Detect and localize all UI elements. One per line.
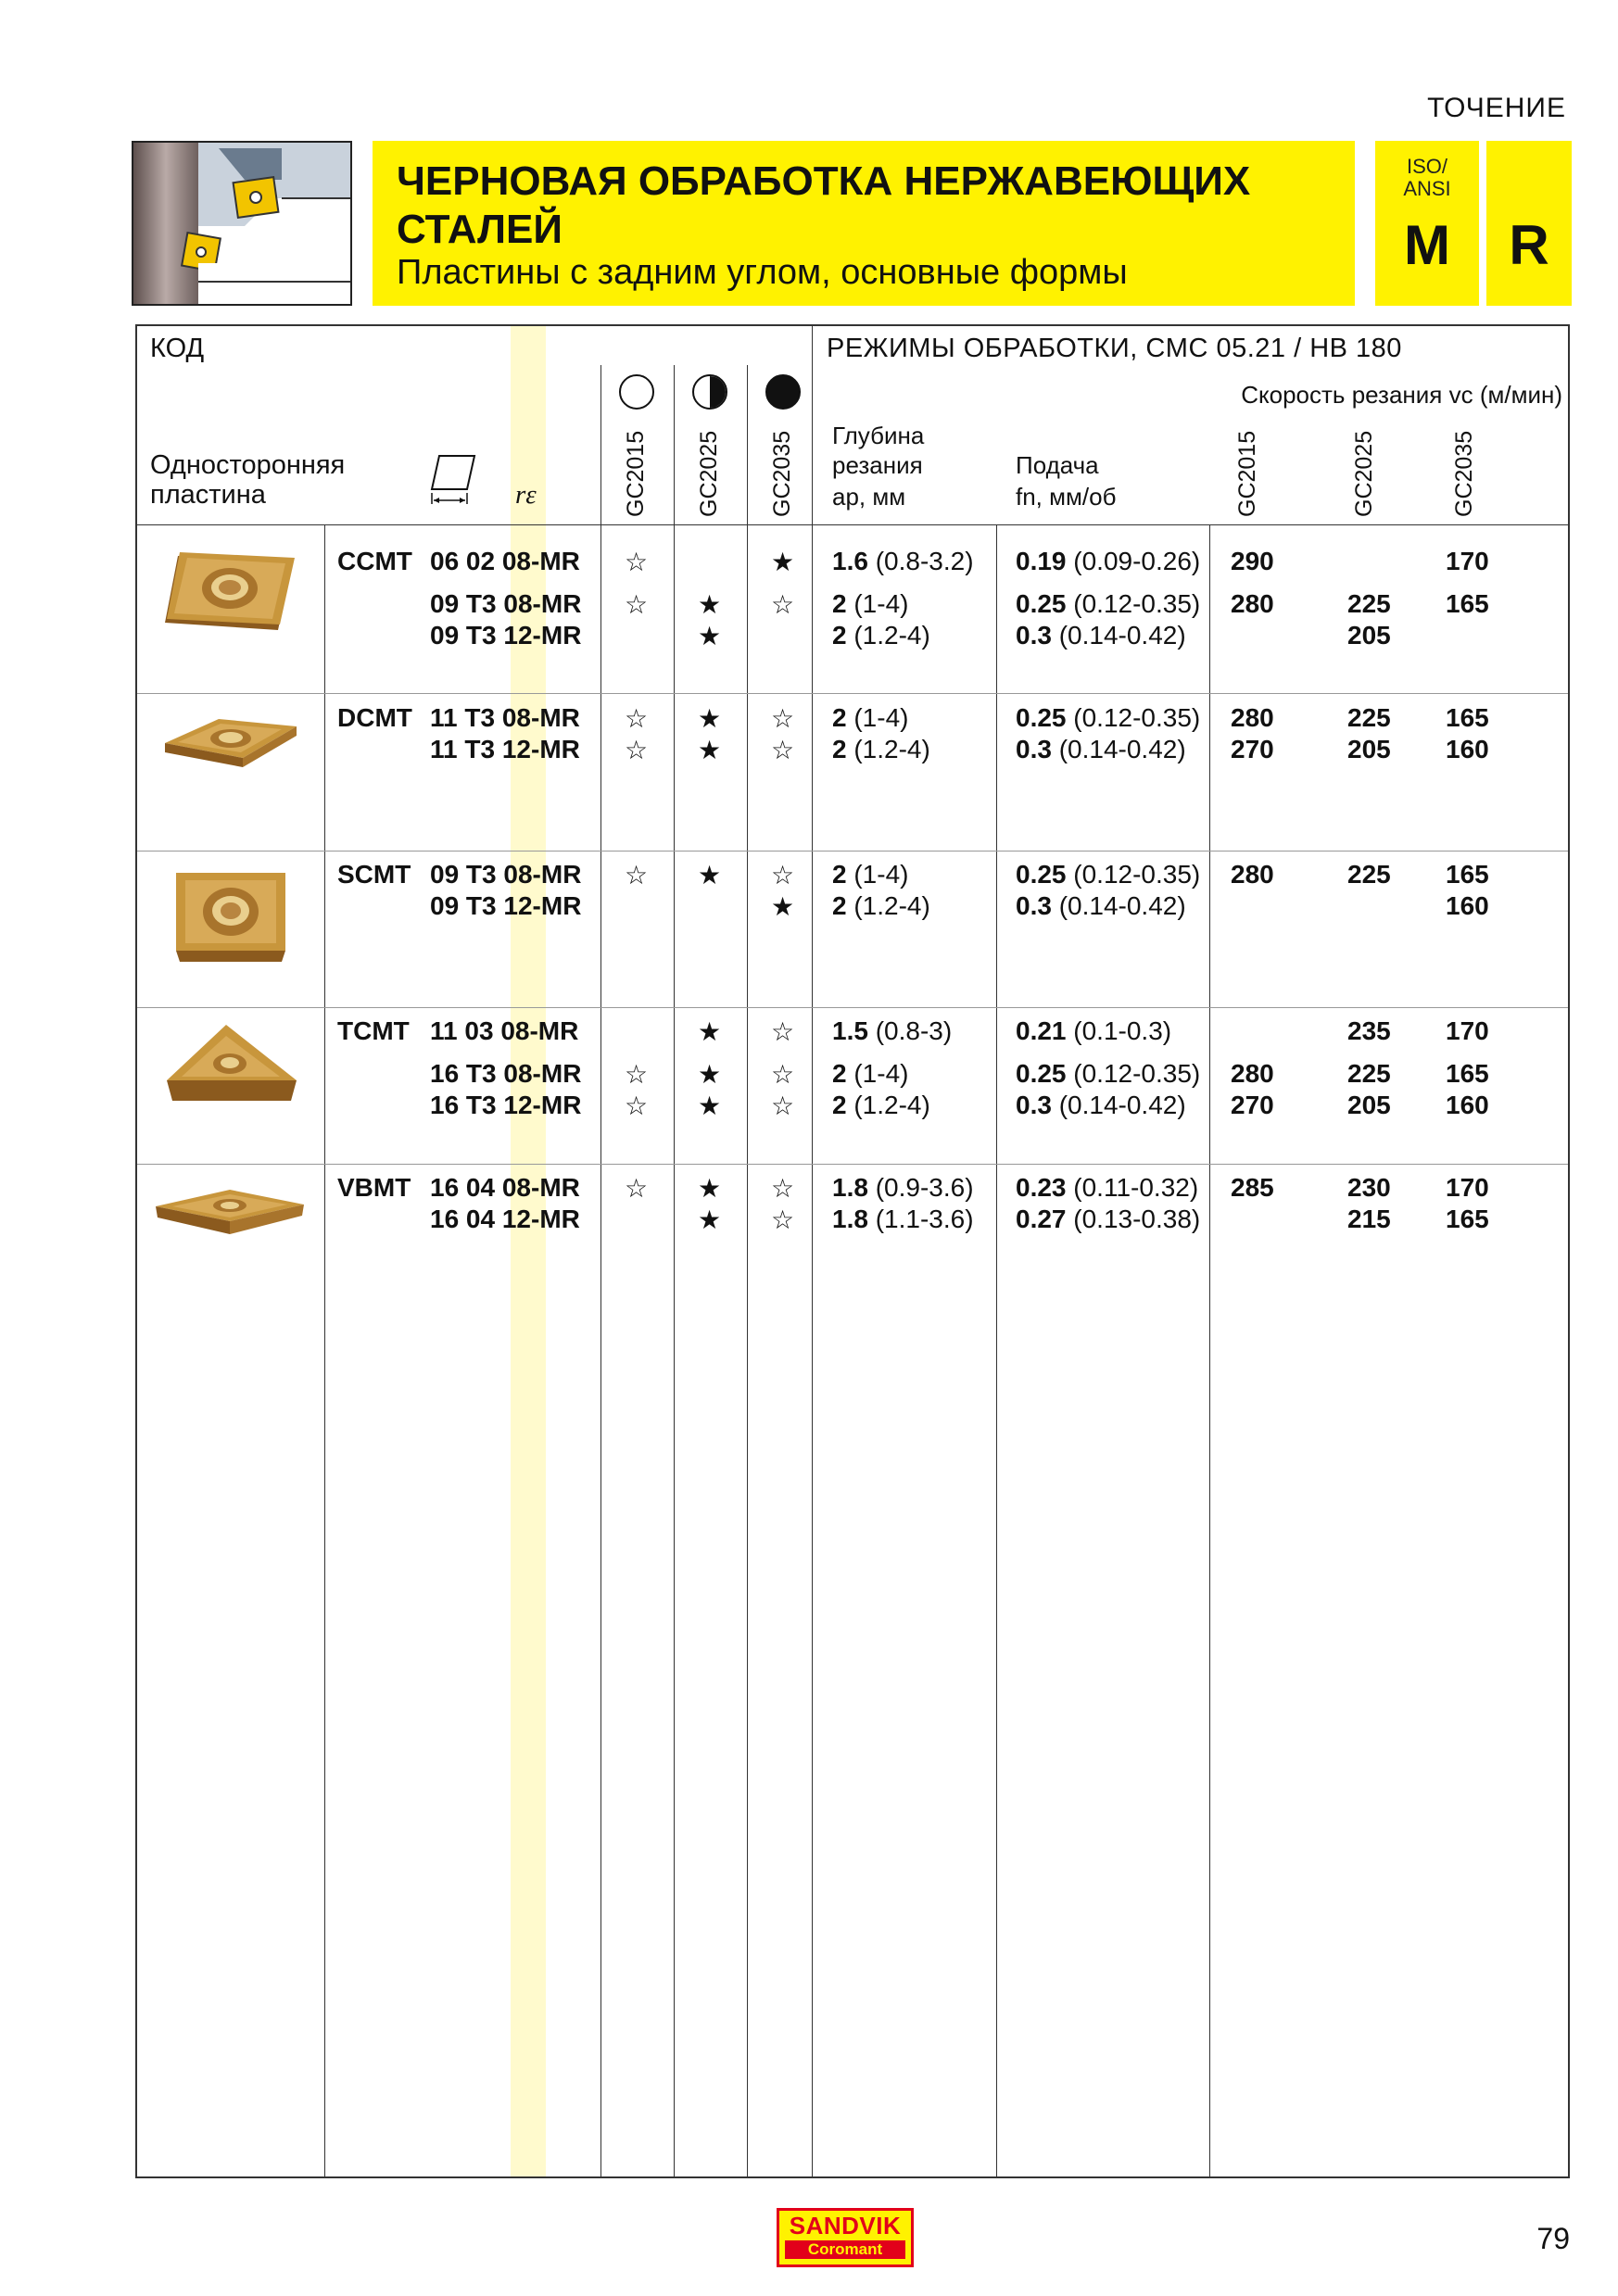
feed-range: (0.12-0.35) (1073, 860, 1201, 889)
insert-family: VBMT (337, 1173, 411, 1202)
grade-2025-mark: ★ (698, 1205, 722, 1234)
operation-letter: R (1509, 214, 1549, 276)
depth-of-cut (832, 1205, 974, 1234)
grade-2015-mark: ☆ (625, 590, 649, 619)
feed-range: (0.13-0.38) (1073, 1205, 1201, 1233)
depth-of-cut (832, 547, 974, 576)
feed-rate (1016, 621, 1186, 650)
speed-label: Скорость резания vc (м/мин) (1241, 381, 1562, 409)
insert-code (337, 860, 581, 889)
depth-value: 1.8 (832, 1173, 868, 1202)
insert-type-label-1: Односторонняя (150, 450, 346, 480)
speed-gc2025: 225 (1347, 589, 1391, 618)
feed-label-2: fn, мм/об (1016, 483, 1117, 511)
grade-2015-mark: ☆ (625, 1091, 649, 1120)
insert-geometry: -MR (532, 589, 582, 618)
grade-2035-mark: ☆ (771, 704, 795, 733)
feed-range: (0.09-0.26) (1073, 547, 1201, 575)
grade-2015-mark: ☆ (625, 1060, 649, 1089)
grade-2025-mark: ★ (698, 736, 722, 764)
feed-value: 0.25 (1016, 1059, 1067, 1088)
grade-2035-mark: ☆ (771, 1091, 795, 1120)
depth-value: 2 (832, 589, 847, 618)
grade-2035-mark: ☆ (771, 1060, 795, 1089)
depth-of-cut (832, 1016, 952, 1046)
insert-size: 09 T3 (430, 589, 497, 618)
insert-family: TCMT (337, 1016, 410, 1045)
insert-geometry: -MR (531, 547, 580, 575)
speed-grade-header-1: GC2015 (1234, 430, 1260, 517)
turning-tool-illustration (132, 141, 352, 306)
depth-range: (1.2-4) (853, 735, 930, 763)
insert-size: 11 T3 (430, 735, 496, 763)
code-header: КОД (150, 334, 205, 363)
feed-range: (0.12-0.35) (1073, 589, 1201, 618)
insert-size: 16 T3 (430, 1059, 497, 1088)
grade-2015-mark: ☆ (625, 861, 649, 889)
insert-radius: 08 (503, 1059, 533, 1088)
depth-value: 2 (832, 735, 847, 763)
grade-2015-mark: ☆ (625, 1174, 649, 1203)
depth-range: (0.8-3) (875, 1016, 953, 1045)
grade-header-2: GC2025 (696, 430, 722, 517)
insert-code (337, 1016, 578, 1046)
depth-of-cut (832, 735, 930, 764)
insert-code (337, 735, 580, 764)
filled-circle-icon (765, 374, 801, 410)
feed-rate (1016, 1091, 1186, 1120)
speed-grade-header-3: GC2035 (1451, 430, 1477, 517)
speed-gc2025: 215 (1347, 1205, 1391, 1233)
feed-rate (1016, 1173, 1198, 1203)
grade-header-3: GC2035 (769, 430, 795, 517)
insert-radius: 08 (501, 1173, 532, 1202)
depth-of-cut (832, 621, 930, 650)
depth-label-1: Глубина (832, 422, 925, 449)
iso-material-letter: M (1404, 214, 1450, 276)
feed-value: 0.19 (1016, 547, 1067, 575)
grade-2015-mark: ☆ (625, 548, 649, 576)
speed-gc2025: 205 (1347, 621, 1391, 650)
insert-size: 11 T3 (430, 703, 496, 732)
half-circle-icon (692, 374, 727, 410)
radius-symbol: rε (515, 480, 537, 510)
page-title-line2: СТАЛЕЙ (397, 207, 563, 252)
insert-code (337, 589, 581, 619)
feed-value: 0.25 (1016, 589, 1067, 618)
speed-gc2015: 290 (1231, 547, 1274, 575)
insert-size: 16 04 (430, 1205, 496, 1233)
iso-label-1: ISO/ (1406, 155, 1447, 178)
speed-gc2015: 280 (1231, 860, 1274, 889)
speed-gc2015: 280 (1231, 703, 1274, 732)
depth-range: (1-4) (853, 860, 909, 889)
depth-value: 1.8 (832, 1205, 868, 1233)
depth-of-cut (832, 860, 908, 889)
insert-geometry: -MR (532, 621, 582, 650)
feed-rate (1016, 891, 1186, 921)
insert-size: 09 T3 (430, 860, 497, 889)
insert-radius: 08 (503, 860, 533, 889)
feed-value: 0.3 (1016, 1091, 1052, 1119)
insert-radius: 12 (501, 1205, 532, 1233)
feed-rate (1016, 703, 1200, 733)
depth-value: 2 (832, 703, 847, 732)
depth-of-cut (832, 1059, 908, 1089)
depth-label-3: ap, мм (832, 483, 906, 511)
insert-code (337, 891, 581, 921)
grade-2025-mark: ★ (698, 1091, 722, 1120)
insert-geometry: -MR (532, 1091, 582, 1119)
insert-size: 06 02 (430, 547, 496, 575)
scmt-insert-icon (171, 864, 291, 970)
feed-value: 0.27 (1016, 1205, 1067, 1233)
depth-value: 2 (832, 1059, 847, 1088)
feed-rate (1016, 735, 1186, 764)
depth-of-cut (832, 891, 930, 921)
feed-range: (0.1-0.3) (1073, 1016, 1172, 1045)
speed-gc2015: 270 (1231, 1091, 1274, 1119)
depth-of-cut (832, 1091, 930, 1120)
speed-gc2035: 160 (1446, 1091, 1489, 1119)
depth-value: 2 (832, 1091, 847, 1119)
tcmt-insert-icon (161, 1019, 300, 1116)
depth-of-cut (832, 589, 908, 619)
speed-gc2035: 165 (1446, 703, 1489, 732)
insert-shape-icon (430, 452, 482, 512)
grade-2015-mark: ☆ (625, 736, 649, 764)
grade-2035-mark: ☆ (771, 1174, 795, 1203)
insert-geometry: -MR (532, 891, 582, 920)
depth-value: 2 (832, 621, 847, 650)
feed-range: (0.12-0.35) (1073, 1059, 1201, 1088)
insert-family: CCMT (337, 547, 412, 575)
page-number: 79 (1536, 2222, 1570, 2255)
insert-geometry: -MR (531, 1205, 580, 1233)
speed-gc2025: 205 (1347, 735, 1391, 763)
insert-code (337, 1091, 581, 1120)
insert-geometry: -MR (531, 703, 580, 732)
grade-2035-mark: ☆ (771, 861, 795, 889)
insert-geometry: -MR (531, 735, 580, 763)
insert-radius: 12 (503, 621, 533, 650)
depth-range: (1.2-4) (853, 1091, 930, 1119)
feed-rate (1016, 547, 1200, 576)
grade-2015-mark: ☆ (625, 704, 649, 733)
iso-label-2: ANSI (1403, 177, 1451, 200)
sandvik-coromant-logo (777, 2208, 914, 2267)
brand-sub: Coromant (785, 2240, 905, 2259)
depth-of-cut (832, 703, 908, 733)
feed-rate (1016, 589, 1200, 619)
speed-gc2035: 165 (1446, 1205, 1489, 1233)
speed-gc2015: 280 (1231, 1059, 1274, 1088)
brand-name: SANDVIK (789, 2212, 902, 2239)
grade-2035-mark: ☆ (771, 590, 795, 619)
insert-radius: 12 (503, 1091, 533, 1119)
speed-gc2025: 225 (1347, 860, 1391, 889)
grade-2025-mark: ★ (698, 861, 722, 889)
insert-radius: 08 (500, 1016, 530, 1045)
insert-family: DCMT (337, 703, 412, 732)
grade-2035-mark: ★ (771, 892, 795, 921)
title-banner (373, 141, 1355, 306)
grade-2035-mark: ☆ (771, 1017, 795, 1046)
depth-label-2: резания (832, 451, 923, 479)
insert-code (337, 1173, 580, 1203)
feed-rate (1016, 1059, 1200, 1089)
feed-rate (1016, 1016, 1171, 1046)
depth-range: (1.2-4) (853, 621, 930, 650)
feed-value: 0.23 (1016, 1173, 1067, 1202)
insert-code (337, 703, 580, 733)
insert-size: 16 04 (430, 1173, 496, 1202)
feed-range: (0.12-0.35) (1073, 703, 1201, 732)
insert-size: 16 T3 (430, 1091, 497, 1119)
insert-table (135, 324, 1570, 2178)
iso-material-box (1375, 141, 1479, 306)
depth-of-cut (832, 1173, 974, 1203)
grade-header-1: GC2015 (623, 430, 649, 517)
speed-gc2025: 230 (1347, 1173, 1391, 1202)
conditions-title: РЕЖИМЫ ОБРАБОТКИ, CMC 05.21 / HB 180 (827, 334, 1402, 363)
feed-value: 0.3 (1016, 621, 1052, 650)
insert-geometry: -MR (532, 1059, 582, 1088)
feed-range: (0.14-0.42) (1058, 1091, 1186, 1119)
insert-type-label-2: пластина (150, 480, 266, 510)
grade-2025-mark: ★ (698, 622, 722, 650)
grade-2025-mark: ★ (698, 590, 722, 619)
insert-size: 11 03 (430, 1016, 494, 1045)
feed-range: (0.14-0.42) (1058, 735, 1186, 763)
speed-gc2035: 160 (1446, 891, 1489, 920)
insert-radius: 12 (503, 891, 533, 920)
feed-label-1: Подача (1016, 451, 1099, 479)
feed-range: (0.11-0.32) (1073, 1173, 1199, 1202)
speed-gc2035: 165 (1446, 860, 1489, 889)
operation-box (1486, 141, 1572, 306)
feed-value: 0.3 (1016, 891, 1052, 920)
feed-value: 0.3 (1016, 735, 1052, 763)
dcmt-insert-icon (161, 706, 300, 785)
grade-2025-mark: ★ (698, 1017, 722, 1046)
depth-value: 1.5 (832, 1016, 868, 1045)
depth-range: (1.2-4) (853, 891, 930, 920)
grade-2025-mark: ★ (698, 704, 722, 733)
insert-size: 09 T3 (430, 621, 497, 650)
depth-range: (1-4) (853, 1059, 909, 1088)
speed-gc2035: 160 (1446, 735, 1489, 763)
insert-geometry: -MR (529, 1016, 579, 1045)
speed-gc2035: 170 (1446, 1173, 1489, 1202)
open-circle-icon (619, 374, 654, 410)
depth-value: 2 (832, 891, 847, 920)
insert-code (337, 1059, 581, 1089)
feed-rate (1016, 1205, 1200, 1234)
feed-range: (0.14-0.42) (1058, 891, 1186, 920)
insert-code (337, 1205, 580, 1234)
insert-radius: 08 (501, 547, 532, 575)
speed-gc2015: 285 (1231, 1173, 1274, 1202)
feed-rate (1016, 860, 1200, 889)
grade-2035-mark: ★ (771, 548, 795, 576)
depth-value: 2 (832, 860, 847, 889)
grade-2025-mark: ★ (698, 1174, 722, 1203)
depth-range: (1-4) (853, 589, 909, 618)
insert-radius: 12 (501, 735, 531, 763)
insert-radius: 08 (503, 589, 533, 618)
speed-gc2015: 280 (1231, 589, 1274, 618)
speed-gc2025: 225 (1347, 1059, 1391, 1088)
insert-radius: 08 (501, 703, 531, 732)
speed-gc2035: 170 (1446, 1016, 1489, 1045)
speed-gc2025: 235 (1347, 1016, 1391, 1045)
insert-size: 09 T3 (430, 891, 497, 920)
insert-geometry: -MR (532, 860, 582, 889)
section-label: ТОЧЕНИЕ (1427, 93, 1566, 123)
ccmt-insert-icon (161, 545, 300, 642)
page-subtitle: Пластины с задним углом, основные формы (397, 253, 1128, 292)
speed-gc2015: 270 (1231, 735, 1274, 763)
feed-range: (0.14-0.42) (1058, 621, 1186, 650)
speed-gc2025: 205 (1347, 1091, 1391, 1119)
depth-range: (0.8-3.2) (875, 547, 974, 575)
depth-range: (1-4) (853, 703, 909, 732)
insert-geometry: -MR (531, 1173, 580, 1202)
speed-gc2025: 225 (1347, 703, 1391, 732)
insert-code (337, 621, 581, 650)
grade-2035-mark: ☆ (771, 1205, 795, 1234)
page-title-line1: ЧЕРНОВАЯ ОБРАБОТКА НЕРЖАВЕЮЩИХ (397, 158, 1251, 204)
depth-range: (1.1-3.6) (875, 1205, 974, 1233)
speed-gc2035: 165 (1446, 589, 1489, 618)
feed-value: 0.25 (1016, 703, 1067, 732)
insert-code (337, 547, 580, 576)
grade-2025-mark: ★ (698, 1060, 722, 1089)
speed-gc2035: 165 (1446, 1059, 1489, 1088)
feed-value: 0.25 (1016, 860, 1067, 889)
depth-range: (0.9-3.6) (875, 1173, 974, 1202)
insert-family: SCMT (337, 860, 411, 889)
speed-grade-header-2: GC2025 (1351, 430, 1377, 517)
vbmt-insert-icon (152, 1180, 308, 1250)
grade-2035-mark: ☆ (771, 736, 795, 764)
depth-value: 1.6 (832, 547, 868, 575)
speed-gc2035: 170 (1446, 547, 1489, 575)
feed-value: 0.21 (1016, 1016, 1067, 1045)
